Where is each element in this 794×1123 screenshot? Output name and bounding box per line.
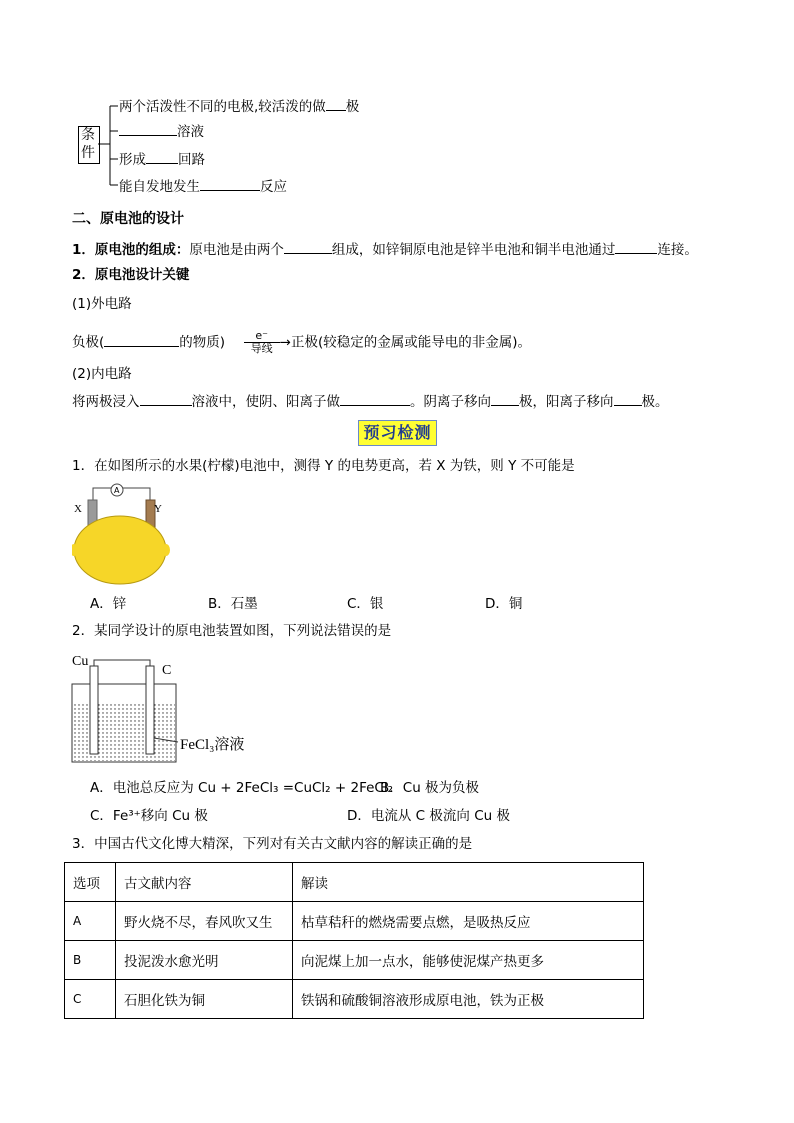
q1-option-a[interactable]: A．锌 [90,596,127,612]
table-row [65,980,644,1019]
paragraph-1: 1．原电池的组成：原电池是由两个 组成，如锌铜原电池是锌半电池和铜半电池通过 连接。 [72,242,698,258]
row-option: B [65,941,116,980]
condition-item-2: 溶液 [119,122,204,141]
q2-option-d[interactable]: D．电流从 C 极流向 Cu 极 [347,808,510,824]
electron-arrow: $\frac{e^-}{\text{导线}}$ [244,330,280,355]
label-c: C [162,663,172,678]
interpretation-table [64,862,644,1019]
external-circuit-line: 负极( 的物质) $\frac{e^-}{\text{导线}}$ →正极(较稳定的金属或能导电的非金属)。 [72,329,532,355]
row-interpretation: 枯草秸秆的燃烧需要点燃，是吸热反应 [293,902,644,941]
table-header-row [65,863,644,902]
q1-option-c[interactable]: C．银 [347,596,384,612]
label-cu: Cu [72,654,89,669]
q1-option-b[interactable]: B．石墨 [208,596,258,612]
subheading-internal: (2)内电路 [72,366,132,382]
svg-text:A: A [114,486,120,495]
header-interpretation: 解读 [293,863,644,902]
table-row [65,902,644,941]
row-interpretation: 向泥煤上加一点水，能够使泥煤产热更多 [293,941,644,980]
header-text: 古文献内容 [116,863,293,902]
lemon-battery-figure [72,482,172,592]
preview-heading: 预习检测 [358,420,437,446]
row-text: 投泥泼水愈光明 [116,941,293,980]
lemon-battery-drawing [72,482,172,592]
q1-stem: 1．在如图所示的水果(柠檬)电池中，测得 Y 的电势更高，若 X 为铁，则 Y 不可能是 [72,458,575,474]
label-x: X [74,503,82,515]
subheading-external: (1)外电路 [72,296,132,312]
row-interpretation: 铁锅和硫酸铜溶液形成原电池，铁为正极 [293,980,644,1019]
row-text: 野火烧不尽，春风吹又生 [116,902,293,941]
paragraph-2-label: 2．原电池设计关键 [72,267,190,283]
condition-item-1: 两个活泼性不同的电极,较活泼的做 极 [119,99,360,115]
table-row [65,941,644,980]
section-title: 二、原电池的设计 [72,211,184,227]
row-option: A [65,902,116,941]
label-fecl3: FeCl₃溶液 [180,737,245,753]
q1-option-d[interactable]: D．铜 [485,596,523,612]
row-text: 石胆化铁为铜 [116,980,293,1019]
q2-option-a[interactable]: A．电池总反应为 Cu + 2FeCl₃ =CuCl₂ + 2FeCl₂ [90,780,393,796]
q3-stem: 3．中国古代文化博大精深，下列对有关古文献内容的解读正确的是 [72,836,473,852]
cell-apparatus-figure [70,648,260,768]
row-option: C [65,980,116,1019]
condition-item-4: 能自发地发生 反应 [119,179,287,195]
conditions-box-label-2: 件 [81,145,95,161]
q2-stem: 2．某同学设计的原电池装置如图，下列说法错误的是 [72,623,392,639]
conditions-box-label-1: 条 [81,127,95,143]
condition-item-3: 形成 回路 [119,152,205,168]
internal-circuit-line: 将两极浸入 溶液中，使阴、阳离子做 。阴离子移向 极，阳离子移向 极。 [72,394,669,410]
label-y: Y [154,503,162,515]
header-option: 选项 [65,863,116,902]
q2-option-b[interactable]: B．Cu 极为负极 [380,780,480,796]
q2-option-c[interactable]: C．Fe³⁺移向 Cu 极 [90,808,208,824]
